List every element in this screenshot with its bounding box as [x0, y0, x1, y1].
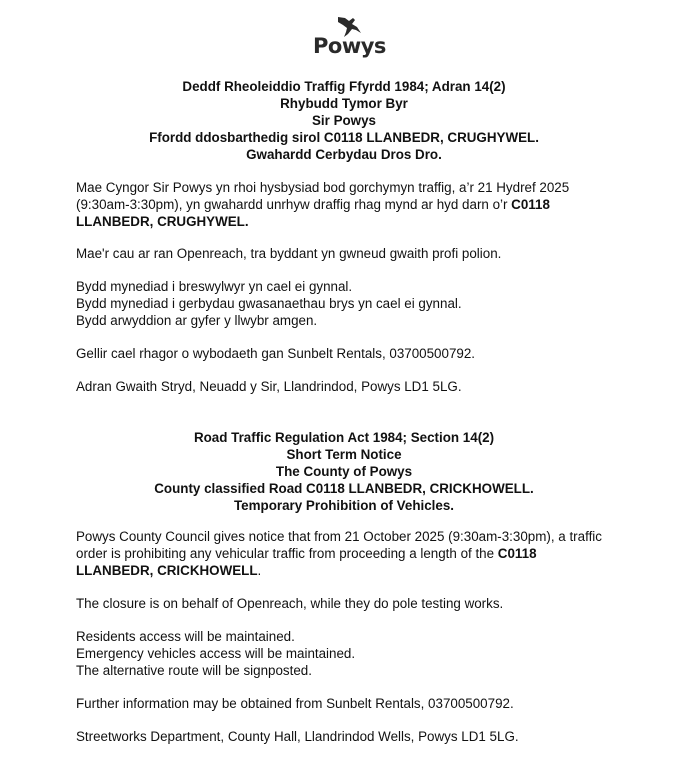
welsh-notice-text: Mae Cyngor Sir Powys yn rhoi hysbysiad bod gorchymyn traffig, a’r 21 Hydref 2025 (9:30am-3:30pm), yn gwahardd unrhyw draffig rhag mynd ar hyd darn o’r	[76, 180, 570, 212]
welsh-notice-road: C0118 LLANBEDR, CRUGHYWEL.	[76, 197, 550, 229]
welsh-access-line: Bydd arwyddion ar gyfer y llwybr amgen.	[76, 313, 318, 328]
welsh-heading-line: Deddf Rheoleiddio Traffig Ffyrdd 1984; Adran 14(2)	[182, 79, 506, 94]
english-notice-end: .	[257, 563, 262, 578]
english-heading-line: Road Traffic Regulation Act 1984; Section 14(2)	[193, 430, 495, 445]
welsh-reason: Mae'r cau ar ran Openreach, tra byddant yn gwneud gwaith profi polion.	[76, 246, 502, 261]
english-notice-text: Powys County Council gives notice that from 21 October 2025 (9:30am-3:30pm), a traffic order is prohibiting any vehicular traffic from proceeding a length of the	[76, 529, 602, 561]
welsh-heading	[0, 78, 688, 163]
welsh-address: Adran Gwaith Stryd, Neuadd y Sir, Llandrindod, Powys LD1 5LG.	[76, 379, 462, 394]
english-notice-road: C0118 LLANBEDR, CRICKHOWELL	[76, 546, 537, 578]
english-address: Streetworks Department, County Hall, Llandrindod Wells, Powys LD1 5LG.	[76, 729, 519, 744]
english-notice-paragraph	[76, 528, 616, 579]
welsh-heading-line: Rhybudd Tymor Byr	[280, 96, 408, 111]
welsh-heading-line: Sir Powys	[311, 113, 376, 128]
english-access-line: Residents access will be maintained.	[76, 629, 295, 644]
welsh-access-list	[76, 278, 616, 329]
powys-logo	[313, 14, 385, 60]
welsh-heading-line: Ffordd ddosbarthedig sirol C0118 LLANBEDR, CRUGHYWEL.	[149, 130, 539, 145]
english-info: Further information may be obtained from Sunbelt Rentals, 03700500792.	[76, 696, 514, 711]
welsh-notice-paragraph	[76, 179, 616, 230]
welsh-access-line: Bydd mynediad i gerbydau gwasanaethau brys yn cael ei gynnal.	[76, 296, 462, 311]
welsh-heading-line: Gwahardd Cerbydau Dros Dro.	[246, 147, 442, 162]
welsh-access-line: Bydd mynediad i breswylwyr yn cael ei gynnal.	[76, 279, 353, 294]
english-heading-line: Temporary Prohibition of Vehicles.	[234, 498, 454, 513]
english-heading	[0, 429, 688, 514]
logo-text: Powys	[313, 34, 386, 58]
english-heading-line: Short Term Notice	[286, 447, 402, 462]
english-access-list	[76, 628, 616, 679]
english-heading-line: The County of Powys	[275, 464, 413, 479]
english-access-line: Emergency vehicles access will be maintained.	[76, 646, 356, 661]
english-access-line: The alternative route will be signposted.	[76, 663, 312, 678]
welsh-info: Gellir cael rhagor o wybodaeth gan Sunbelt Rentals, 03700500792.	[76, 346, 476, 361]
english-heading-line: County classified Road C0118 LLANBEDR, CRICKHOWELL.	[154, 481, 534, 496]
english-reason: The closure is on behalf of Openreach, while they do pole testing works.	[76, 596, 504, 611]
